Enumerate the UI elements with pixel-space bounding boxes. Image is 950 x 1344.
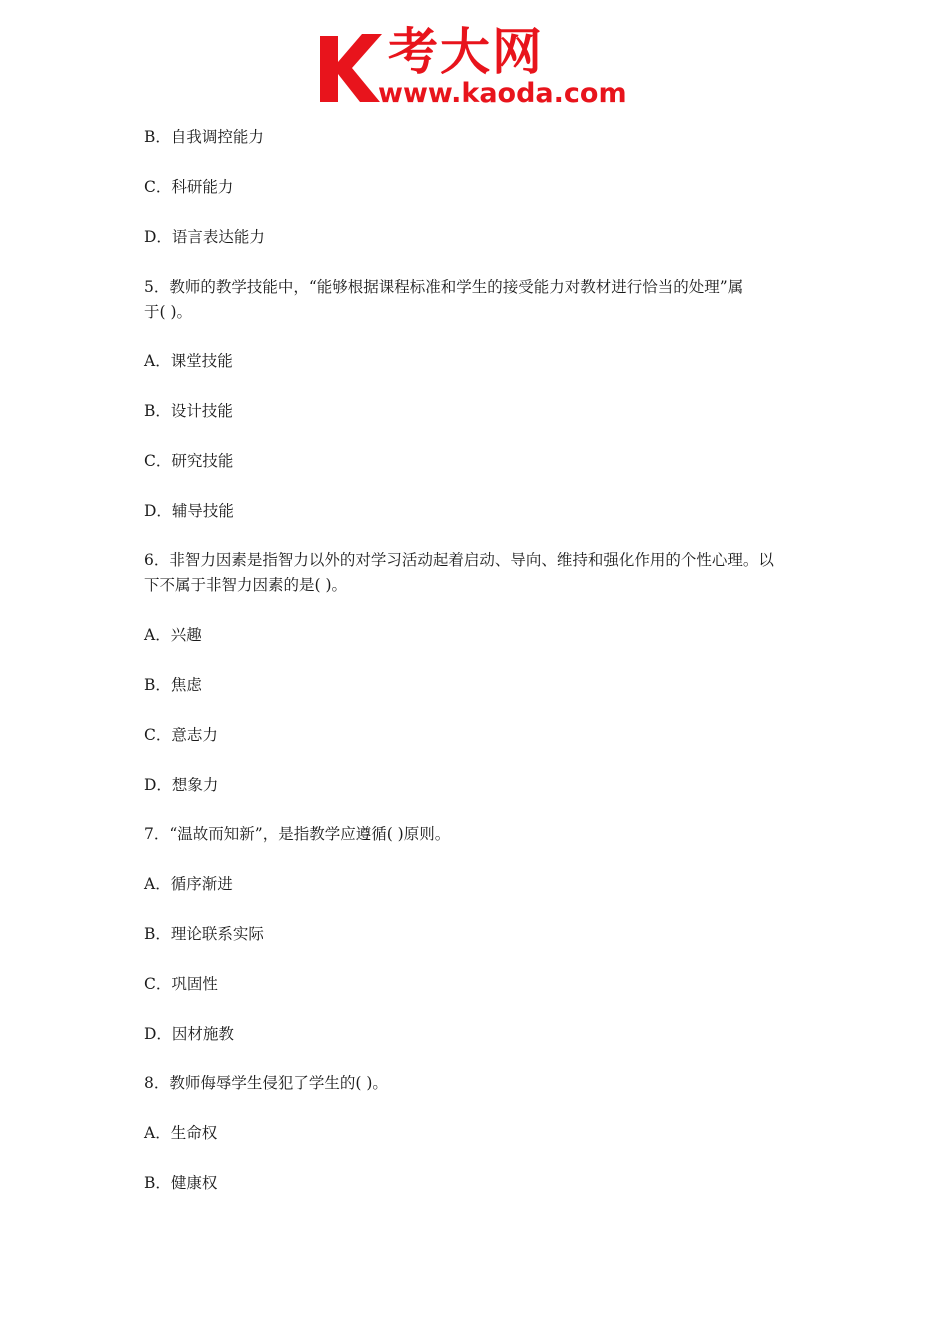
option-b-right-to-health: B．健康权 (144, 1174, 218, 1192)
option-b-theory-practice: B．理论联系实际 (144, 925, 264, 943)
logo-url-text: www.kaoda.com (378, 78, 627, 109)
logo-brand-text: 考大网 (388, 23, 544, 81)
option-c-research-skill: C．研究技能 (144, 452, 234, 470)
option-c-research: C．科研能力 (144, 178, 234, 196)
question-5-line-1: 5．教师的教学技能中，“能够根据课程标准和学生的接受能力对教材进行恰当的处理”属 (144, 278, 744, 296)
question-6-line-1: 6．非智力因素是指智力以外的对学习活动起着启动、导向、维持和强化作用的个性心理。以 (144, 551, 774, 569)
question-7: 7．“温故而知新”，是指教学应遵循( )原则。 (144, 825, 451, 843)
kaoda-logo (318, 23, 640, 110)
option-a-interest: A．兴趣 (144, 626, 202, 644)
option-d-tutoring: D．辅导技能 (144, 502, 234, 520)
option-a-gradual: A．循序渐进 (144, 875, 233, 893)
option-d-individualized: D．因材施教 (144, 1025, 234, 1043)
option-b-design: B．设计技能 (144, 402, 233, 420)
option-c-consolidation: C．巩固性 (144, 975, 218, 993)
option-b-self-regulation: B．自我调控能力 (144, 128, 264, 146)
option-d-language: D．语言表达能力 (144, 228, 265, 246)
question-8: 8．教师侮辱学生侵犯了学生的( )。 (144, 1074, 388, 1092)
question-5-line-2: 于( )。 (144, 303, 193, 321)
option-c-willpower: C．意志力 (144, 726, 218, 744)
option-a-classroom: A．课堂技能 (144, 352, 233, 370)
question-6-line-2: 下不属于非智力因素的是( )。 (144, 576, 348, 594)
option-a-right-to-life: A．生命权 (144, 1124, 218, 1142)
option-b-anxiety: B．焦虑 (144, 676, 202, 694)
option-d-imagination: D．想象力 (144, 776, 219, 794)
